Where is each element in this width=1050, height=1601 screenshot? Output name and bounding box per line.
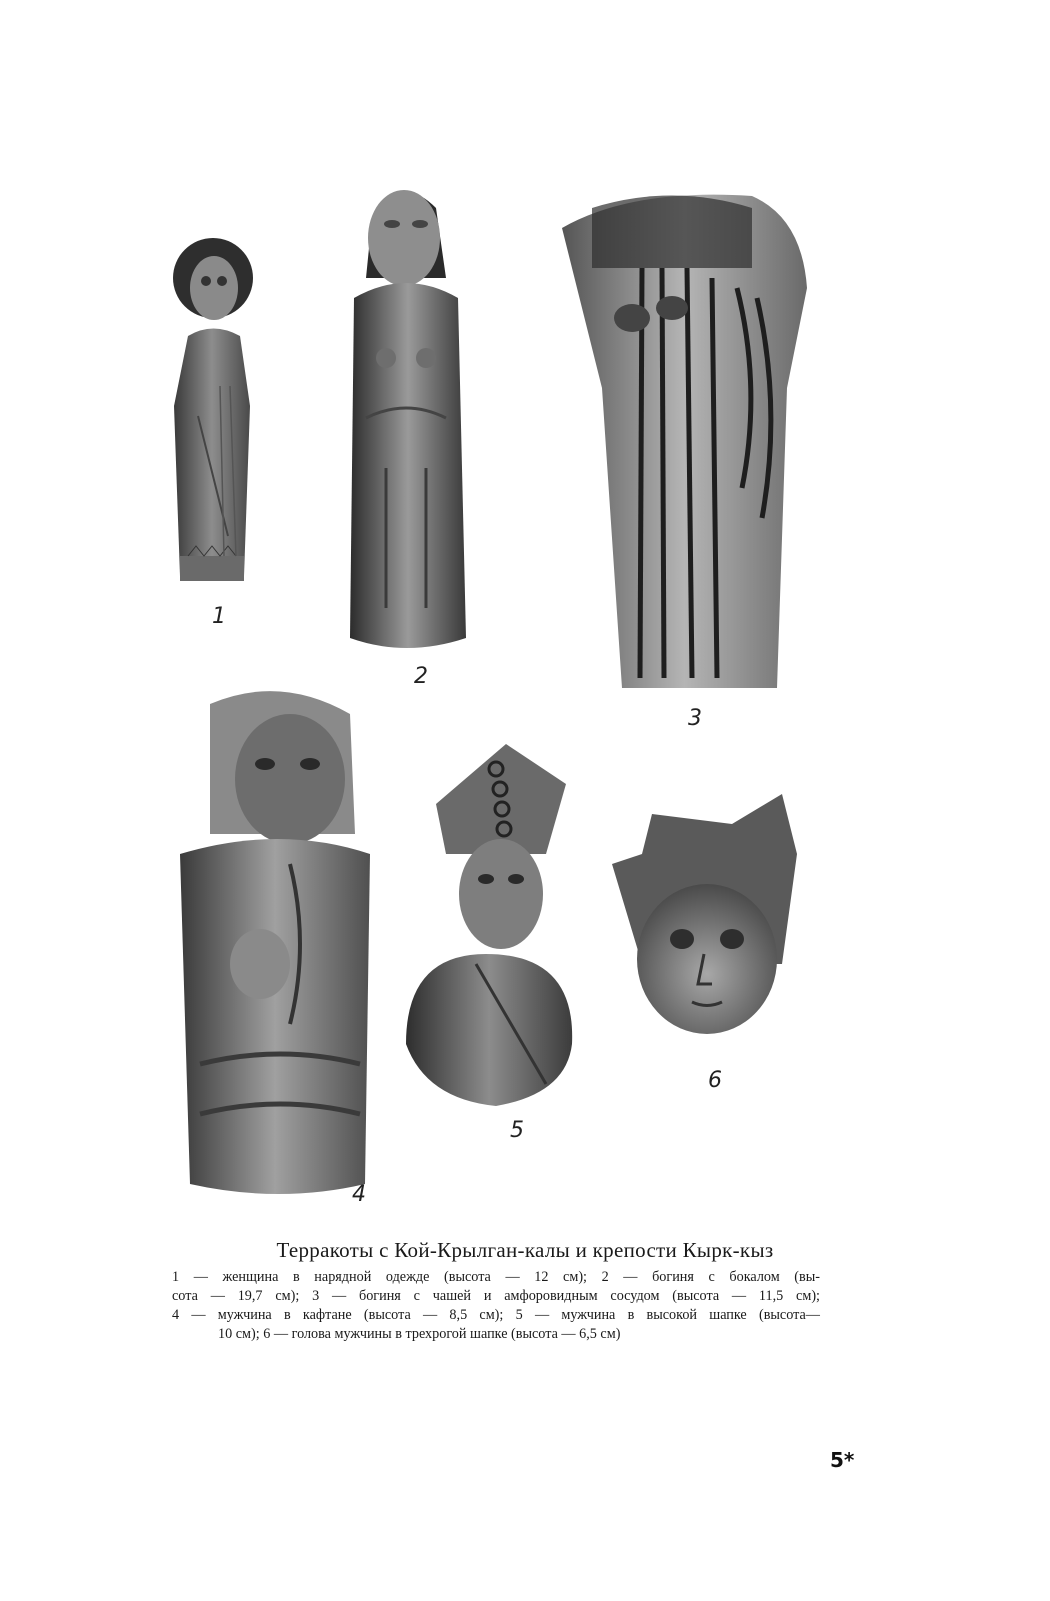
caption-body [172,1268,820,1344]
figure-label: 1 [212,604,226,629]
page-number: 5* [830,1448,855,1472]
terracotta-goddess-vessel-figurine-icon [552,188,814,698]
caption-line: сота — 19,7 см); 3 — богиня с чашей и амфоровидным сосудом (высота — 11,5 см); [172,1288,820,1304]
terracotta-woman-figurine-icon [158,236,263,596]
figure-label: 3 [688,706,702,731]
terracotta-man-tall-hat-bust-icon [396,744,582,1114]
caption-line: 4 — мужчина в кафтане (высота — 8,5 см); 5 — мужчина в высокой шапке (высота— [172,1307,820,1323]
terracotta-man-caftan-figurine-icon [170,684,390,1204]
terracotta-goddess-figurine-icon [336,168,476,658]
figure-label: 5 [510,1118,524,1143]
figure-label: 4 [352,1182,366,1207]
terracotta-head-three-horned-hat-icon [602,794,802,1044]
caption-line: 10 см); 6 — голова мужчины в трехрогой шапке (высота — 6,5 см) [218,1326,621,1342]
figure-label: 6 [708,1068,722,1093]
caption-title: Терракоты с Кой-Крылган-калы и крепости Кырк-кыз [276,1238,774,1262]
caption-line: 1 — женщина в нарядной одежде (высота — 12 см); 2 — богиня с бокалом (вы- [172,1269,820,1285]
figure-label: 2 [414,664,428,689]
photo-plate [150,160,840,1230]
